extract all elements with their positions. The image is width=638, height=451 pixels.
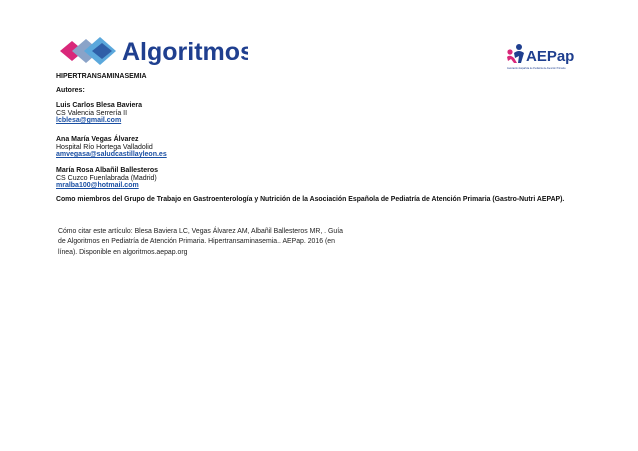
- algoritmos-logo-text: Algoritmos: [122, 38, 248, 66]
- group-statement: Como miembros del Grupo de Trabajo en Gastroenterología y Nutrición de la Asociación Española de Pediatría de Atención Primaria (Gastro-Nutri AEPAP).: [56, 196, 565, 203]
- citation-line: Cómo citar este artículo: Blesa Baviera LC, Vegas Álvarez AM, Albañil Ballesteros MR, . Guía: [58, 228, 343, 235]
- author-workplace: CS Cuzco Fuenlabrada (Madrid): [56, 174, 157, 182]
- algoritmos-logo: [58, 32, 248, 70]
- aepap-logo-subtitle: Asociación Española de Pediatría de Atención Primaria: [507, 67, 566, 70]
- aepap-logo: [505, 41, 587, 73]
- author-block: [56, 167, 158, 190]
- document-title: HIPERTRANSAMINASEMIA: [56, 73, 147, 80]
- authors-heading: Autores:: [56, 87, 85, 94]
- author-workplace: CS Valencia Serrería II: [56, 109, 128, 117]
- author-block: [56, 136, 167, 159]
- author-email-link[interactable]: lcblesa@gmail.com: [56, 117, 122, 125]
- author-name: Ana María Vegas Álvarez: [56, 136, 139, 143]
- aepap-logo-text: AEPap: [526, 48, 575, 65]
- aepap-figure-icon: [505, 41, 587, 73]
- author-name: Luis Carlos Blesa Baviera: [56, 102, 142, 109]
- author-email-link[interactable]: mralba100@hotmail.com: [56, 182, 139, 190]
- author-block: [56, 102, 142, 125]
- diamond-logo-icon: [58, 32, 248, 70]
- citation-line: línea). Disponible en algoritmos.aepap.org: [58, 248, 188, 256]
- citation-box: [58, 227, 358, 258]
- citation-line: de Algoritmos en Pediatría de Atención Primaria. Hipertransaminasemia.. AEPap. 2016 (en: [58, 238, 335, 246]
- author-workplace: Hospital Río Hortega Valladolid: [56, 143, 153, 151]
- author-email-link[interactable]: amvegasa@saludcastillayleon.es: [56, 151, 167, 159]
- author-name: María Rosa Albañil Ballesteros: [56, 167, 159, 174]
